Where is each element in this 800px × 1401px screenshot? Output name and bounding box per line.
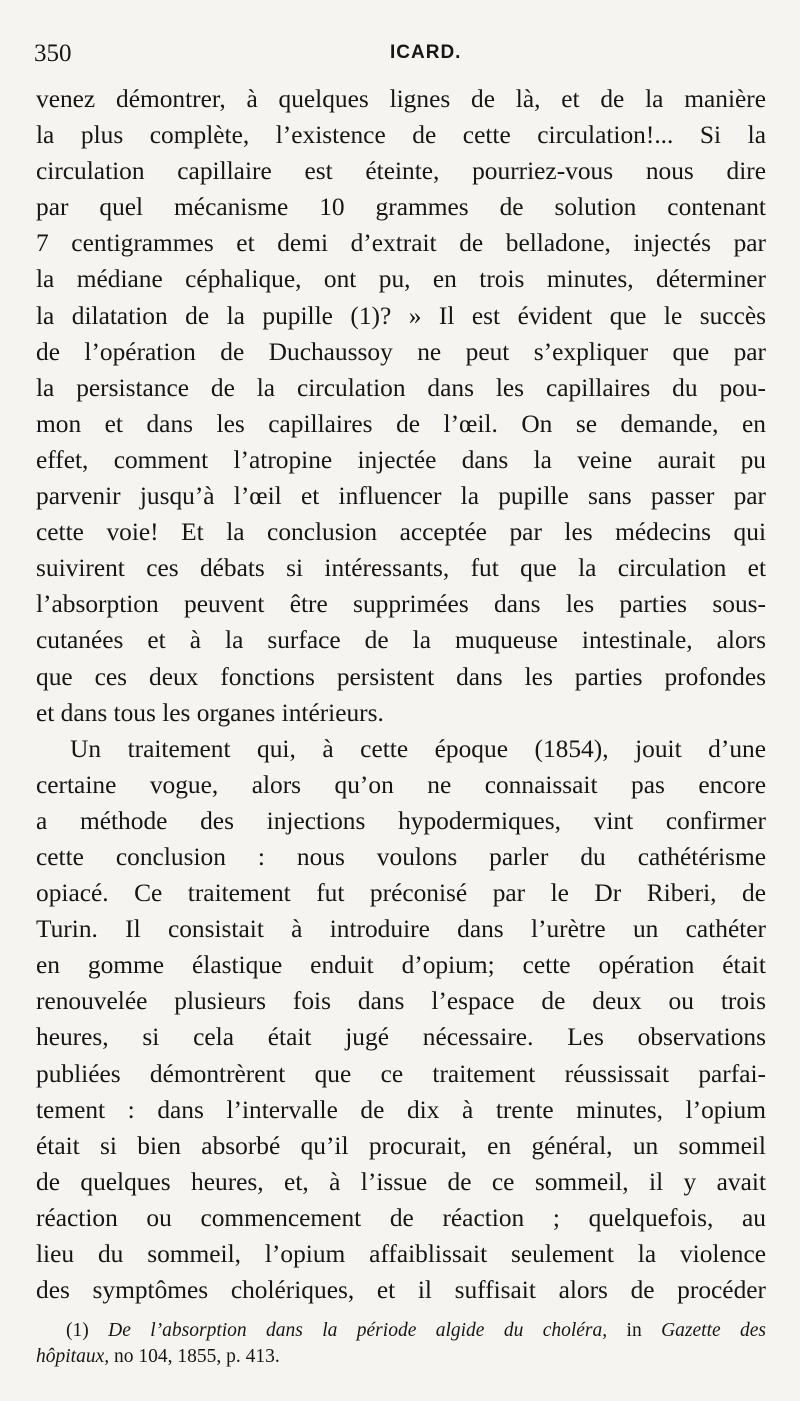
text-line: opiacé. Ce traitement fut préconisé par le Dr Riberi, de — [36, 879, 766, 908]
page-header — [34, 40, 764, 74]
text-line: a méthode des injections hypodermiques, vint confirmer — [36, 806, 766, 835]
text-line: heures, si cela était jugé nécessaire. Les observations — [36, 1023, 766, 1052]
text-line: venez démontrer, à quelques lignes de là, et de la manière — [36, 85, 766, 113]
text-line: cutanées et à la surface de la muqueuse intestinale, alors — [36, 626, 766, 655]
text-line: circulation capillaire est éteinte, pourriez-vous nous dire — [36, 157, 766, 186]
text-line: et dans tous les organes intérieurs. — [36, 698, 384, 727]
text-line: effet, comment l’atropine injectée dans la veine aurait pu — [36, 445, 766, 474]
text-line: l’absorption peuvent être supprimées dans les parties sous- — [36, 590, 766, 619]
text-line: en gomme élastique enduit d’opium; cette opération était — [36, 951, 766, 980]
text-line: la plus complète, l’existence de cette circulation!... Si la — [36, 121, 766, 150]
footnote-title: De l’absorption dans la période algide du choléra, — [108, 1320, 608, 1341]
text-line: réaction ou commencement de réaction ; quelquefois, au — [36, 1203, 766, 1232]
text-line: lieu du sommeil, l’opium affaiblissait seulement la violence — [36, 1240, 766, 1268]
footnote — [36, 1318, 766, 1370]
text-line: de quelques heures, et, à l’issue de ce sommeil, il y avait — [36, 1167, 766, 1196]
footnote-marker: (1) — [66, 1320, 89, 1341]
text-line: cette voie! Et la conclusion acceptée par les médecins qui — [36, 518, 766, 547]
footnote-line-1 — [36, 1318, 766, 1344]
text-line: la persistance de la circulation dans les capillaires du pou- — [36, 373, 766, 402]
text-line: suivirent ces débats si intéressants, fut que la circulation et — [36, 554, 766, 583]
text-line: certaine vogue, alors qu’on ne connaissait pas encore — [36, 770, 766, 799]
text-line: 7 centigrammes et demi d’extrait de belladone, injectés par — [36, 229, 766, 258]
text-line: publiées démontrèrent que ce traitement réussissait parfai- — [36, 1059, 766, 1088]
footnote-reference: no 104, 1855, p. 413. — [114, 1346, 280, 1367]
text-line: des symptômes cholériques, et il suffisait alors de procéder — [36, 1276, 766, 1305]
paragraph-1 — [36, 81, 766, 731]
text-line: de l’opération de Duchaussoy ne peut s’expliquer que par — [36, 337, 766, 366]
text-line: mon et dans les capillaires de l’œil. On se demande, en — [36, 409, 766, 438]
page-number: 350 — [34, 40, 72, 67]
text-line: renouvelée plusieurs fois dans l’espace de deux ou trois — [36, 987, 766, 1016]
paragraph-2 — [36, 731, 766, 1309]
text-line: la dilatation de la pupille (1)? » Il est évident que le succès — [36, 301, 766, 330]
text-line: par quel mécanisme 10 grammes de solution contenant — [36, 193, 766, 222]
text-line: tement : dans l’intervalle de dix à trente minutes, l’opium — [36, 1095, 766, 1124]
footnote-journal-cont: hôpitaux, — [36, 1346, 110, 1367]
footnote-line-2 — [36, 1344, 766, 1370]
text-line: Turin. Il consistait à introduire dans l’urètre un cathéter — [36, 915, 766, 944]
footnote-journal: Gazette des — [661, 1320, 767, 1341]
text-line: était si bien absorbé qu’il procurait, en général, un sommeil — [36, 1131, 766, 1160]
text-line: que ces deux fonctions persistent dans les parties profondes — [36, 662, 766, 691]
body-text — [36, 81, 766, 1308]
text-line: la médiane céphalique, ont pu, en trois minutes, déterminer — [36, 265, 766, 294]
text-line: cette conclusion : nous voulons parler du cathétérisme — [36, 842, 766, 871]
footnote-in: in — [626, 1320, 642, 1341]
text-line: Un traitement qui, à cette époque (1854), jouit d’une — [70, 734, 766, 763]
running-head: ICARD. — [390, 42, 462, 63]
text-line: parvenir jusqu’à l’œil et influencer la pupille sans passer par — [36, 482, 766, 511]
